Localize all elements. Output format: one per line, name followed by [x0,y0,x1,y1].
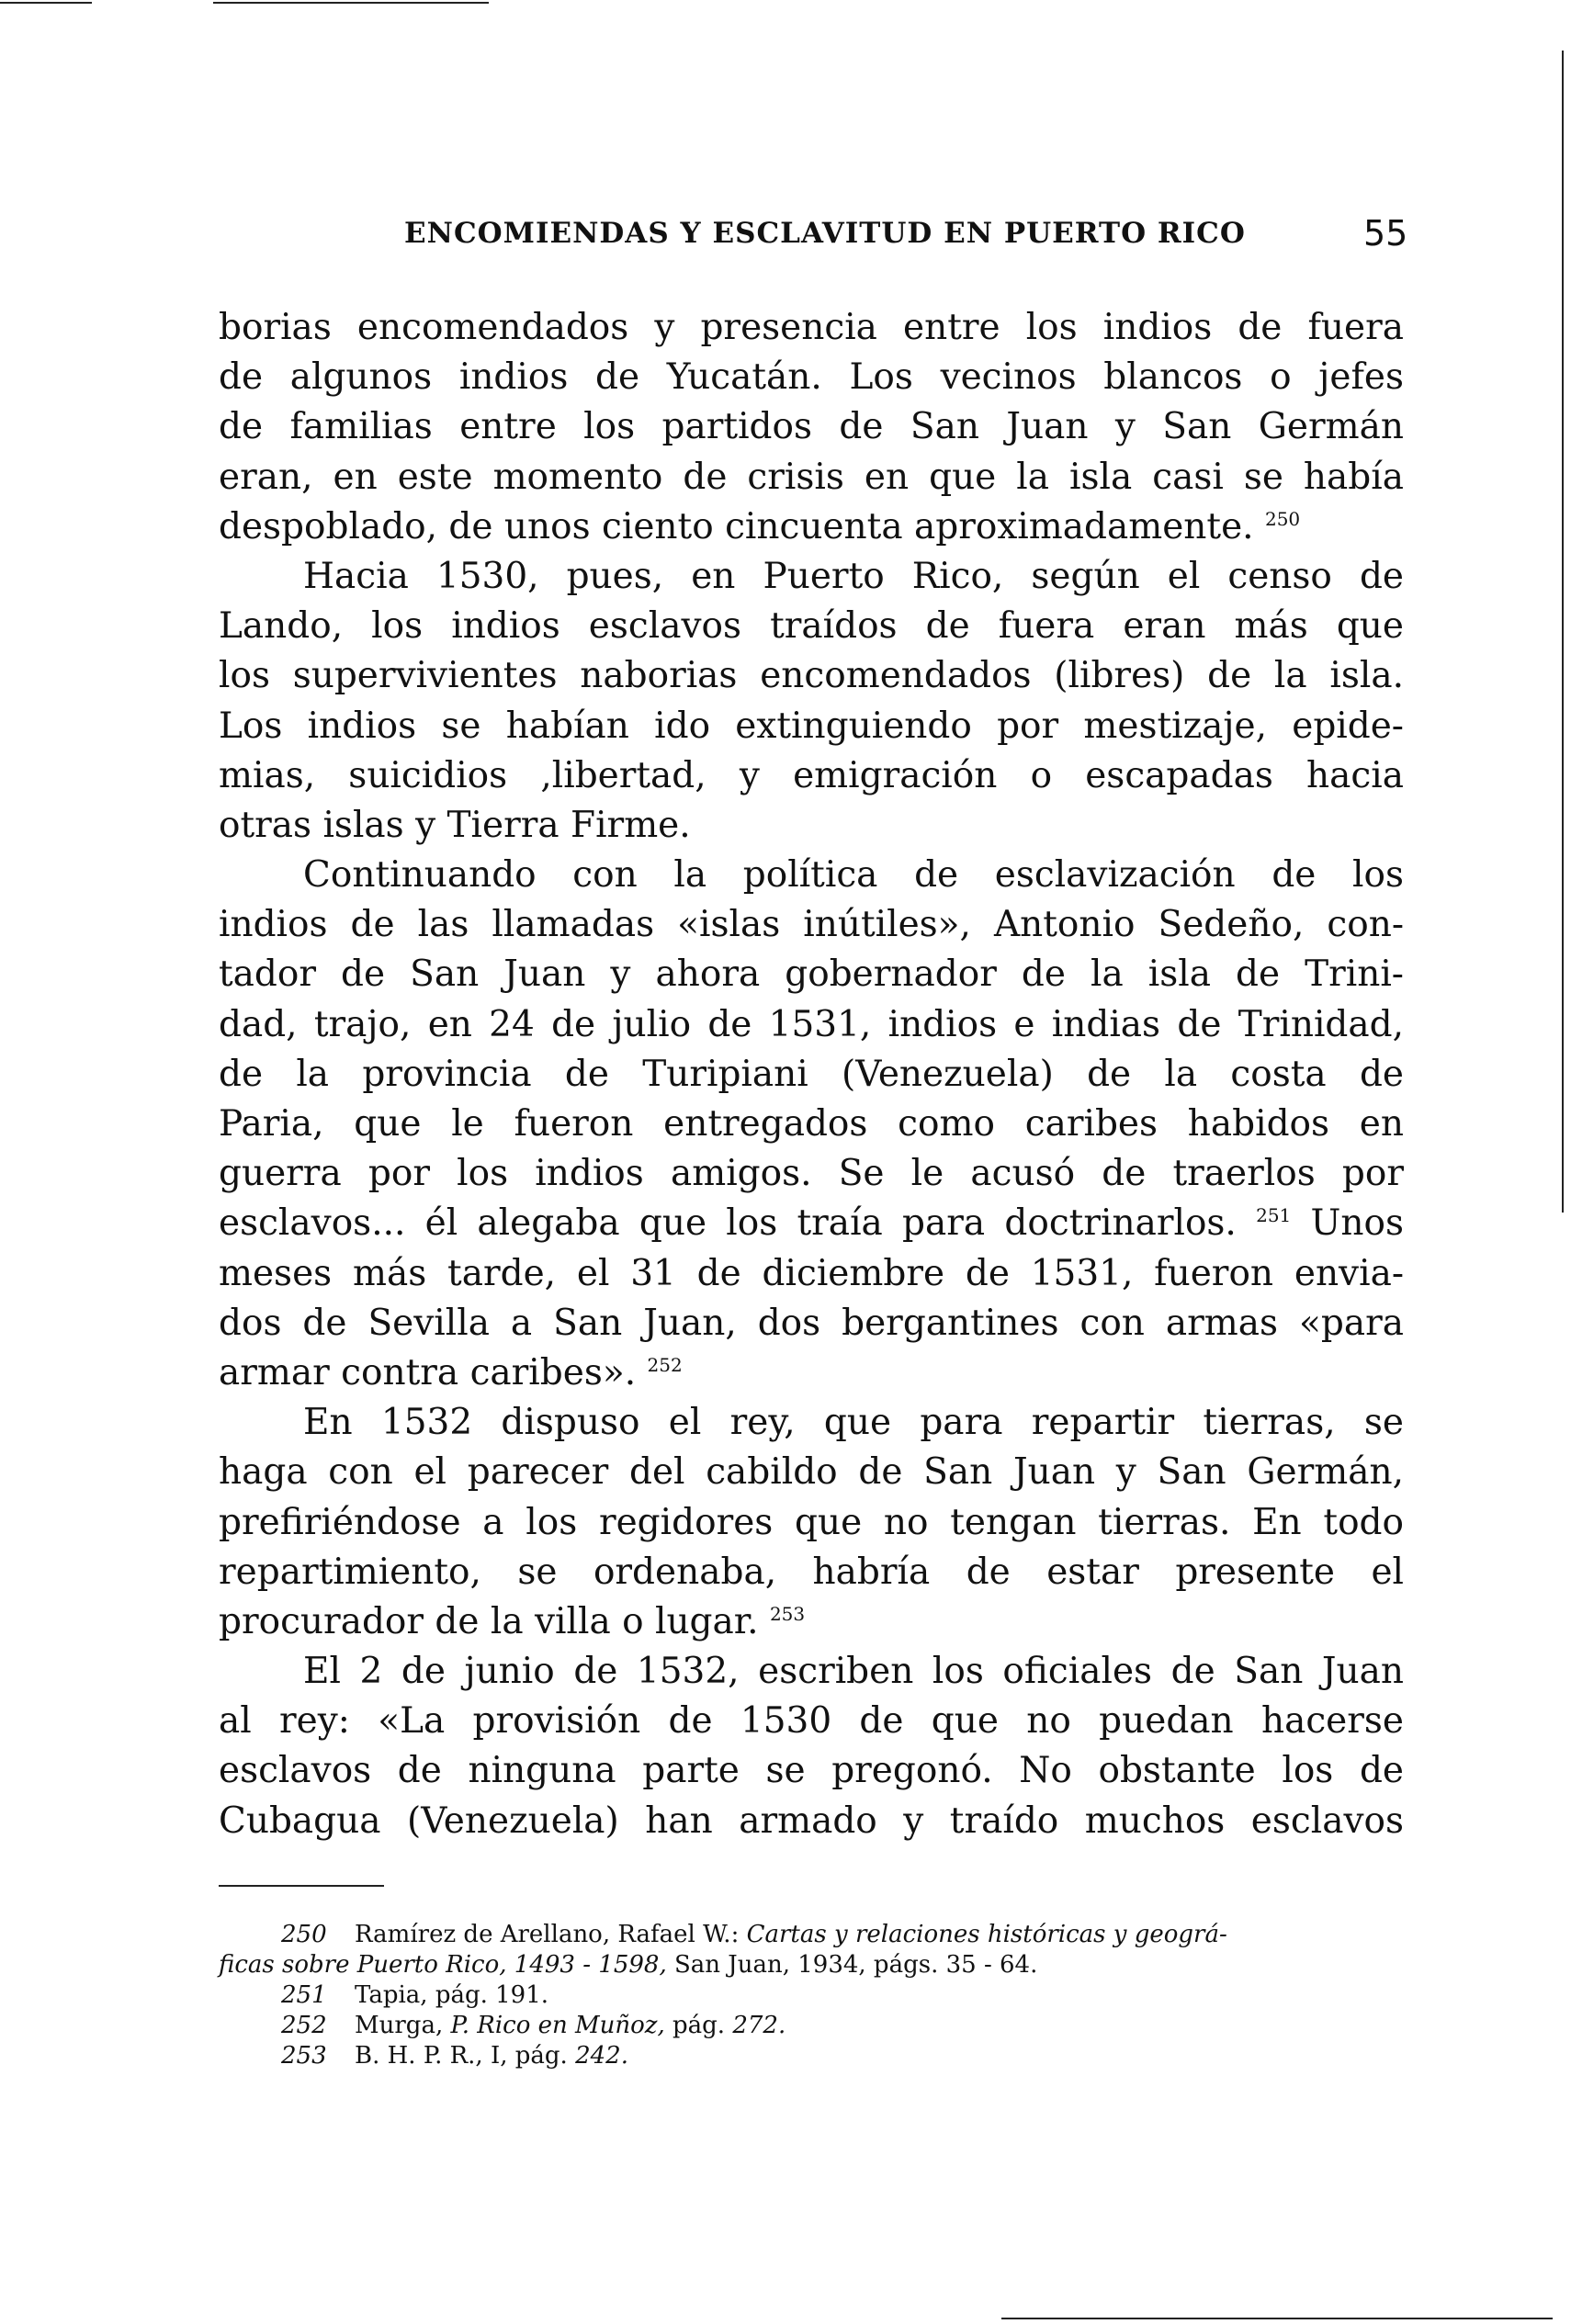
text-segment: esclavos... él alegaba que los traía para doctrinarlos. [219,1202,1237,1245]
footnote-ref-252: 252 [647,1353,683,1376]
text-line: haga con el parecer del cabildo de San Juan y San Germán, [219,1451,1404,1494]
bottom-edge-rule [1001,2318,1553,2319]
footnote-text: Ramírez de Arellano, Rafael W.: [355,1921,740,1948]
text-line: otras islas y Tierra Firme. [219,804,691,846]
text-line: eran, en este momento de crisis en que la isla casi se había [219,456,1404,498]
top-edge-rule-left [0,2,92,4]
text-line: esclavos de ninguna parte se pregonó. No obstante los de [219,1750,1404,1792]
text-line: los supervivientes naborias encomendados (libres) de la isla. [219,655,1404,697]
text-line: meses más tarde, el 31 de diciembre de 1531, fueron envia- [219,1252,1404,1294]
text-line: tador de San Juan y ahora gobernador de la isla de Trini- [219,953,1404,996]
text-line: Hacia 1530, pues, en Puerto Rico, según el censo de [303,555,1404,597]
text-line: Lando, los indios esclavos traídos de fuera eran más que [219,605,1404,648]
text-line: dos de Sevilla a San Juan, dos bergantines con armas «para [219,1302,1404,1344]
text-segment: armar contra caribes». [219,1351,637,1393]
text-line [219,1597,1404,1647]
text-line: de familias entre los partidos de San Juan y San Germán [219,406,1404,448]
footnote-250-continued [219,1950,1404,1980]
text-line: Los indios se habían ido extinguiendo por mestizaje, epide- [219,705,1404,747]
text-segment: despoblado, de unos ciento cincuenta aproximadamente. [219,505,1254,547]
footnote-text: B. H. P. R., I, pág. [355,2042,568,2070]
top-edge-rule-center [213,2,489,4]
text-line: de la provincia de Turipiani (Venezuela) de la costa de [219,1053,1404,1095]
text-line: Continuando con la política de esclavización de los [303,854,1404,897]
footnote-page: 242. [575,2042,628,2070]
right-edge-rule [1562,51,1564,1213]
text-line: Paria, que le fueron entregados como caribes habidos en [219,1103,1404,1145]
footnote-text: Tapia, pág. 191. [355,1981,549,2009]
text-line: En 1532 dispuso el rey, que para repartir tierras, se [303,1402,1404,1444]
running-header-title: ENCOMIENDAS Y ESCLAVITUD EN PUERTO RICO [404,217,1246,250]
footnote-text: Murga, [355,2012,444,2039]
footnote-title: P. Rico en Muñoz, [450,2012,665,2039]
text-line: dad, trajo, en 24 de julio de 1531, indios e indias de Trinidad, [219,1003,1404,1045]
text-line: repartimiento, se ordenaba, habría de estar presente el [219,1551,1404,1593]
text-line [219,502,1404,552]
text-line: Cubagua (Venezuela) han armado y traído muchos esclavos [219,1799,1404,1842]
text-line: mias, suicidios ,libertad, y emigración o escapadas hacia [219,754,1404,796]
footnote-ref-250: 250 [1264,507,1301,530]
footnote-page: 272. [732,2012,786,2039]
footnotes [219,1920,1404,2071]
footnote-253 [219,2041,1404,2071]
footnote-title: ficas sobre Puerto Rico, 1493 - 1598, [219,1951,667,1979]
footnote-number: 253 [281,2042,327,2070]
text-line: de algunos indios de Yucatán. Los vecinos blancos o jefes [219,356,1404,399]
text-line: prefiriéndose a los regidores que no tengan tierras. En todo [219,1501,1404,1543]
text-line: indios de las llamadas «islas inútiles», Antonio Sedeño, con- [219,904,1404,946]
text-line: guerra por los indios amigos. Se le acusó de traerlos por [219,1153,1404,1195]
footnote-number: 252 [281,2012,327,2039]
text-segment: Unos [1310,1202,1405,1245]
text-line [219,1348,1404,1398]
text-segment: procurador de la villa o lugar. [219,1600,759,1642]
text-line [219,1199,1404,1248]
footnote-number: 250 [281,1921,327,1948]
footnote-text: San Juan, 1934, págs. 35 - 64. [673,1951,1038,1979]
footnote-separator [219,1885,384,1887]
footnote-251 [219,1980,1404,2011]
footnote-252 [219,2011,1404,2041]
page-number: 55 [1363,213,1408,254]
body-text [219,303,1404,1846]
footnote-title: Cartas y relaciones históricas y geográ- [746,1921,1227,1948]
text-line: al rey: «La provisión de 1530 de que no puedan hacerse [219,1700,1404,1743]
footnote-250 [219,1920,1404,1950]
text-line: borias encomendados y presencia entre los indios de fuera [219,307,1404,348]
text-line: El 2 de junio de 1532, escriben los oficiales de San Juan [303,1651,1404,1693]
footnote-number: 251 [281,1981,327,2009]
footnote-text: pág. [672,2012,726,2039]
footnote-ref-251: 251 [1256,1204,1292,1227]
footnote-ref-253: 253 [769,1602,806,1625]
